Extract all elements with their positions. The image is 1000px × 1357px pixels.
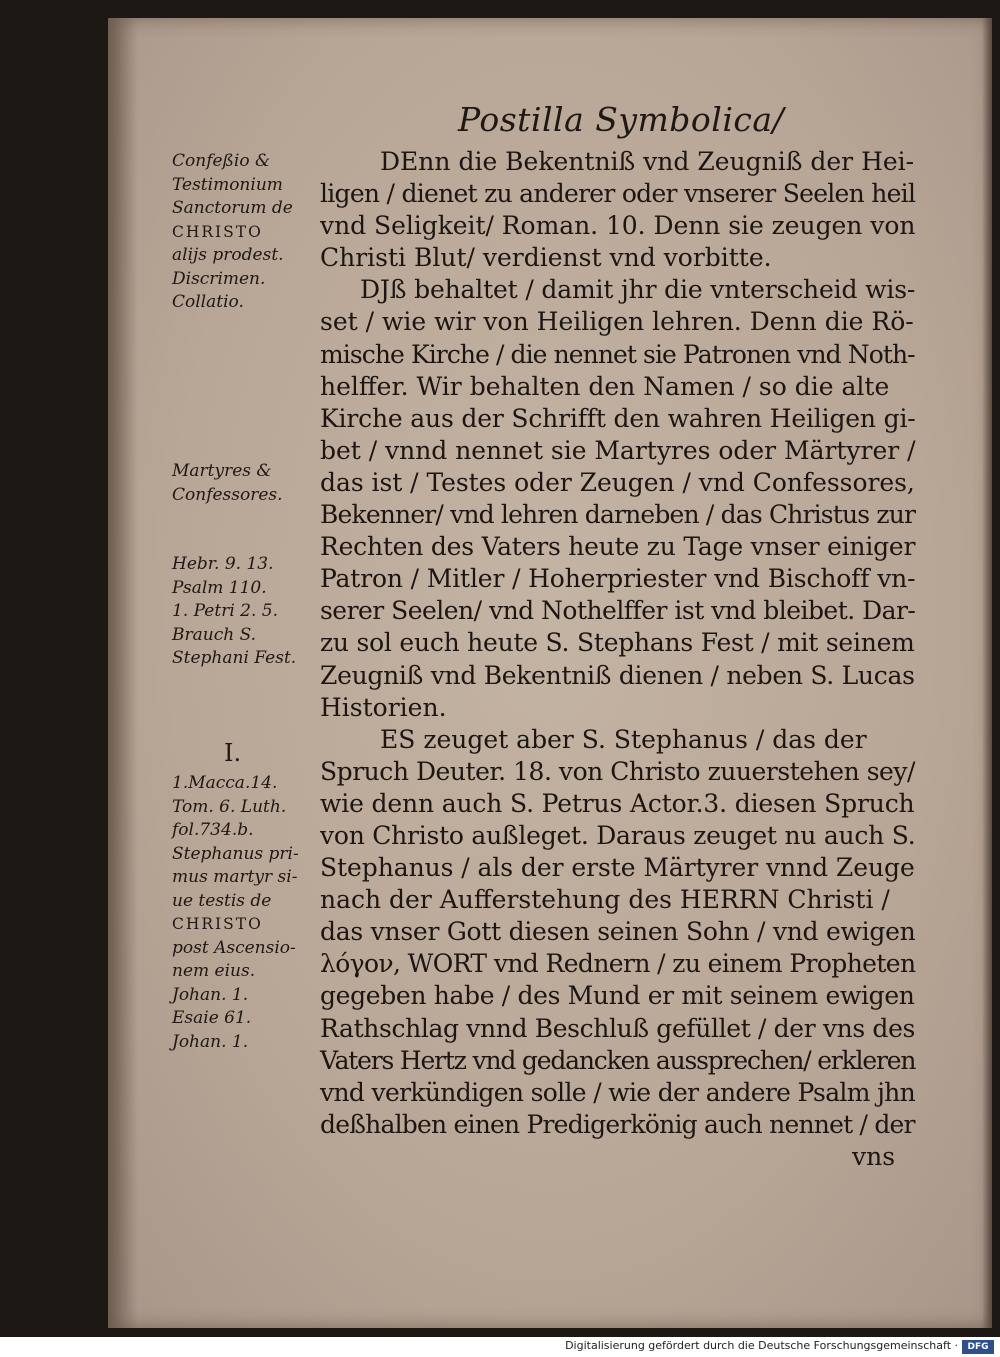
margin-line: Sanctorum de [172,198,293,218]
body-line: DEnn die Bekentniß vnd Zeugniß der Hei- [380,147,915,176]
book-page [108,18,992,1328]
margin-line: Tom. 6. Luth. [172,796,287,817]
body-line: set / wie wir von Heiligen lehren. Denn die Rö- [320,307,914,337]
margin-line: alijs prodest. [172,245,284,265]
body-line: Spruch Deuter. 18. von Christo zuuerstehen sey/ [320,756,915,786]
funding-credit: Digitalisierung gefördert durch die Deutsche Forschungsgemeinschaft · [565,1339,958,1352]
body-line: λόγον, WORT vnd Rednern / zu einem Propheten [320,949,916,979]
margin-line: Psalm 110. [172,577,267,598]
margin-line: 1. Petri 2. 5. [172,601,279,621]
margin-line: Discrimen. [172,268,266,289]
margin-line: Confessores. [172,484,283,505]
margin-line: Testimonium [172,174,283,195]
margin-line: Johan. 1. [172,1031,249,1052]
page-edge-shadow [982,18,992,1328]
margin-line: Stephani Fest. [172,648,297,668]
body-line: deßhalben einen Predigerkönig auch nennet / der [320,1109,915,1139]
body-line: serer Seelen/ vnd Nothelffer ist vnd bleibet. Dar- [320,596,916,626]
margin-line: ue testis de [172,890,272,911]
margin-note-confessio [172,150,293,315]
margin-line: Esaie 61. [172,1008,252,1028]
running-head: Postilla Symbolica/ [458,100,785,139]
body-line: bet / vnnd nennet sie Martyres oder Märtyrer / [320,435,916,465]
margin-note-numeral [172,738,241,768]
margin-note-martyres [172,460,283,507]
body-line: ES zeuget aber S. Stephanus / das der [380,724,867,754]
section-numeral: I. [224,739,242,767]
body-line: das vnser Gott diesen seinen Sohn / vnd ewigen [320,917,916,947]
body-line: Kirche aus der Schrifft den wahren Heiligen gi- [320,403,916,433]
margin-line: CHRISTO [172,222,263,241]
footer-bar [0,1337,1000,1357]
page-gutter-shadow [108,18,138,1328]
margin-line: mus martyr si- [172,867,298,887]
margin-line: Stephanus pri- [172,843,299,864]
margin-line: post Ascensio- [172,937,296,958]
margin-line: Martyres & [172,461,272,481]
body-line: vnd verkündigen solle / wie der andere Psalm jhn [320,1077,916,1107]
margin-line: Johan. 1. [172,984,249,1005]
catchword: vns [852,1142,896,1171]
margin-line: Hebr. 9. 13. [172,554,274,574]
body-line: Stephanus / als der erste Märtyrer vnnd Zeuge [320,853,915,883]
margin-line: Collatio. [172,292,244,312]
body-line: ligen / dienet zu anderer oder vnserer Seelen heil [320,179,916,209]
body-line: helffer. Wir behalten den Namen / so die alte [320,371,890,401]
margin-line: 1.Macca.14. [172,773,278,793]
margin-line: Brauch S. [172,624,257,645]
dfg-logo: DFG [962,1340,994,1354]
body-line: mische Kirche / die nennet sie Patronen vnd Noth- [320,339,915,369]
body-line: nach der Aufferstehung des HERRN Christi / [320,885,890,915]
body-line: Rathschlag vnnd Beschluß gefüllet / der vns des [320,1013,915,1043]
body-text [320,146,915,1141]
body-line: Christi Blut/ verdienst vnd vorbitte. [320,243,772,273]
body-line: zu sol euch heute S. Stephans Fest / mit seinem [320,628,915,658]
body-line: Zeugniß vnd Bekentniß dienen / neben S. Lucas [320,660,915,690]
margin-line: fol.734.b. [172,820,254,840]
margin-line: CHRISTO [172,915,263,933]
body-line: DJß behaltet / damit jhr die vnterscheid wis- [360,275,916,305]
margin-line: Confeßio & [172,151,271,171]
body-line: Bekenner/ vnd lehren darneben / das Christus zur [320,500,916,530]
body-line: vnd Seligkeit/ Roman. 10. Denn sie zeugen von [320,211,916,241]
body-line: Historien. [320,692,447,722]
body-line: Vaters Hertz vnd gedancken aussprechen/ erkleren [320,1045,916,1075]
body-line: von Christo außleget. Daraus zeuget nu auch S. [320,820,916,850]
body-line: Patron / Mitler / Hoherpriester vnd Bischoff vn- [320,564,916,594]
body-line: wie denn auch S. Petrus Actor.3. diesen Spruch [320,788,915,818]
margin-line: nem eius. [172,961,256,981]
margin-note-hebr [172,553,296,671]
body-line: gegeben habe / des Mund er mit seinem ewigen [320,981,915,1011]
body-line: das ist / Testes oder Zeugen / vnd Confessores, [320,467,915,497]
margin-note-macca [172,772,299,1054]
body-line: Rechten des Vaters heute zu Tage vnser einiger [320,532,916,562]
